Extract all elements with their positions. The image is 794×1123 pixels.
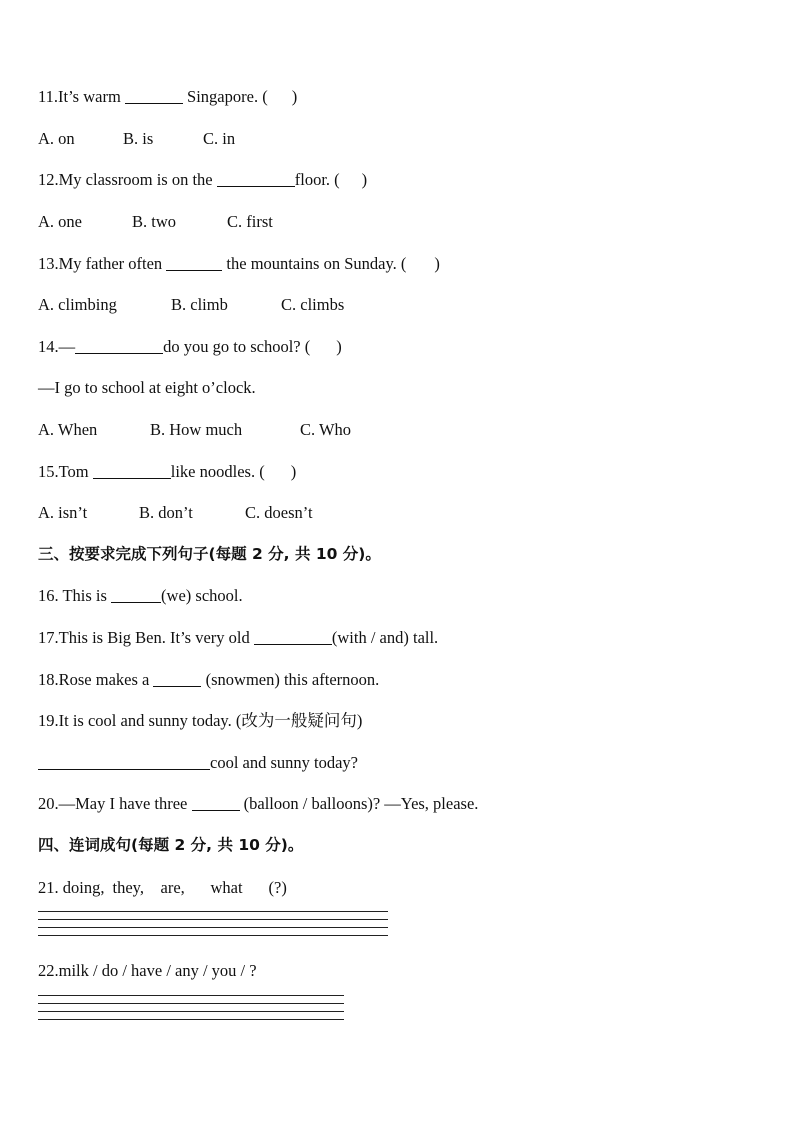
question-text: Singapore. ( <box>182 87 268 106</box>
question-19-answer <box>38 753 358 773</box>
answer-blank[interactable] <box>166 254 222 271</box>
question-text: (with / and) tall. <box>331 628 439 647</box>
options-11 <box>38 129 235 149</box>
option-b[interactable]: B. two <box>132 212 177 231</box>
question-text: My classroom is on the <box>58 170 217 189</box>
writing-line[interactable] <box>38 927 388 928</box>
question-number: 12. <box>38 170 59 189</box>
writing-lines[interactable] <box>38 995 344 1027</box>
question-text: It is cool and sunny today. (改为一般疑问句) <box>58 711 363 730</box>
question-11: 11.It’s warm Singapore. ( ) <box>38 87 298 106</box>
question-number: 16. <box>38 586 59 605</box>
options-15 <box>38 503 313 523</box>
question-number: 13. <box>38 254 59 273</box>
question-text: do you go to school? ( <box>163 337 311 356</box>
question-14: 14.— do you go to school? ( ) <box>38 337 342 356</box>
question-text: My father often <box>58 254 167 273</box>
option-c[interactable]: C. Who <box>300 420 352 439</box>
question-text: (we) school. <box>161 586 243 605</box>
word-chip: what <box>210 878 243 897</box>
question-17 <box>38 628 438 648</box>
question-text: Rose makes a <box>58 670 154 689</box>
options-13 <box>38 295 344 315</box>
option-a[interactable]: A. climbing <box>38 295 117 314</box>
question-12: 12.My classroom is on the floor. ( ) <box>38 170 368 189</box>
question-15: 15.Tom like noodles. ( ) <box>38 462 297 481</box>
question-number: 14. <box>38 337 59 356</box>
question-text: It’s warm <box>58 87 125 106</box>
section-4-heading: 四、连词成句(每题 2 分, 共 10 分)。 <box>38 836 304 854</box>
answer-blank[interactable] <box>111 586 161 603</box>
option-a[interactable]: A. When <box>38 420 98 439</box>
answer-blank[interactable] <box>93 462 171 479</box>
option-c[interactable]: C. doesn’t <box>245 503 313 522</box>
option-b[interactable]: B. don’t <box>139 503 193 522</box>
question-13: 13.My father often the mountains on Sunday. ( ) <box>38 254 440 273</box>
dialogue-dash: — <box>58 337 76 356</box>
writing-line[interactable] <box>38 919 388 920</box>
options-14 <box>38 420 351 440</box>
word-chip: are, <box>160 878 185 897</box>
question-number: 11. <box>38 87 59 106</box>
option-b[interactable]: B. How much <box>150 420 243 439</box>
option-a[interactable]: A. one <box>38 212 82 231</box>
question-text: floor. ( <box>294 170 340 189</box>
answer-blank[interactable] <box>192 794 240 811</box>
section-3-heading: 三、按要求完成下列句子(每题 2 分, 共 10 分)。 <box>38 545 381 563</box>
question-21 <box>38 878 287 898</box>
answer-blank[interactable] <box>153 670 201 687</box>
question-16 <box>38 586 243 606</box>
writing-line[interactable] <box>38 911 388 912</box>
question-number: 17. <box>38 628 59 647</box>
question-text: This is Big Ben. It’s very old <box>58 628 254 647</box>
writing-lines[interactable] <box>38 911 388 943</box>
writing-line[interactable] <box>38 1003 344 1004</box>
word-chip: they, <box>112 878 144 897</box>
options-12 <box>38 212 273 232</box>
option-b[interactable]: B. is <box>123 129 154 148</box>
question-text: like noodles. ( <box>170 462 265 481</box>
answer-blank[interactable] <box>254 628 332 645</box>
answer-blank[interactable] <box>217 170 295 187</box>
question-text: cool and sunny today? <box>210 753 359 772</box>
question-text: the mountains on Sunday. ( <box>222 254 407 273</box>
writing-line[interactable] <box>38 995 344 996</box>
question-text: This is <box>58 586 112 605</box>
option-c[interactable]: C. climbs <box>281 295 345 314</box>
question-number: 22. <box>38 961 59 980</box>
writing-line[interactable] <box>38 1011 344 1012</box>
question-22 <box>38 961 257 981</box>
question-text: Tom <box>58 462 93 481</box>
question-text: milk / do / have / any / you / ? <box>58 961 257 980</box>
question-text: —May I have three <box>58 794 192 813</box>
answer-blank[interactable] <box>75 337 163 354</box>
question-text: (snowmen) this afternoon. <box>201 670 380 689</box>
word-chip: . doing, <box>54 878 105 897</box>
question-number: 20. <box>38 794 59 813</box>
question-text: (balloon / balloons)? —Yes, please. <box>239 794 479 813</box>
option-a[interactable]: A. on <box>38 129 75 148</box>
writing-line[interactable] <box>38 935 388 936</box>
answer-blank[interactable] <box>38 753 210 770</box>
answer-blank[interactable] <box>125 87 183 104</box>
option-c[interactable]: C. in <box>203 129 236 148</box>
option-c[interactable]: C. first <box>227 212 273 231</box>
answer-line-14: —I go to school at eight o’clock. <box>38 378 256 397</box>
question-18 <box>38 670 379 690</box>
option-a[interactable]: A. isn’t <box>38 503 88 522</box>
word-chip: (?) <box>268 878 287 897</box>
question-number: 21 <box>38 878 55 897</box>
option-b[interactable]: B. climb <box>171 295 228 314</box>
question-20 <box>38 794 478 814</box>
question-number: 18. <box>38 670 59 689</box>
question-19 <box>38 711 362 731</box>
question-number: 19. <box>38 711 59 730</box>
question-number: 15. <box>38 462 59 481</box>
writing-line[interactable] <box>38 1019 344 1020</box>
